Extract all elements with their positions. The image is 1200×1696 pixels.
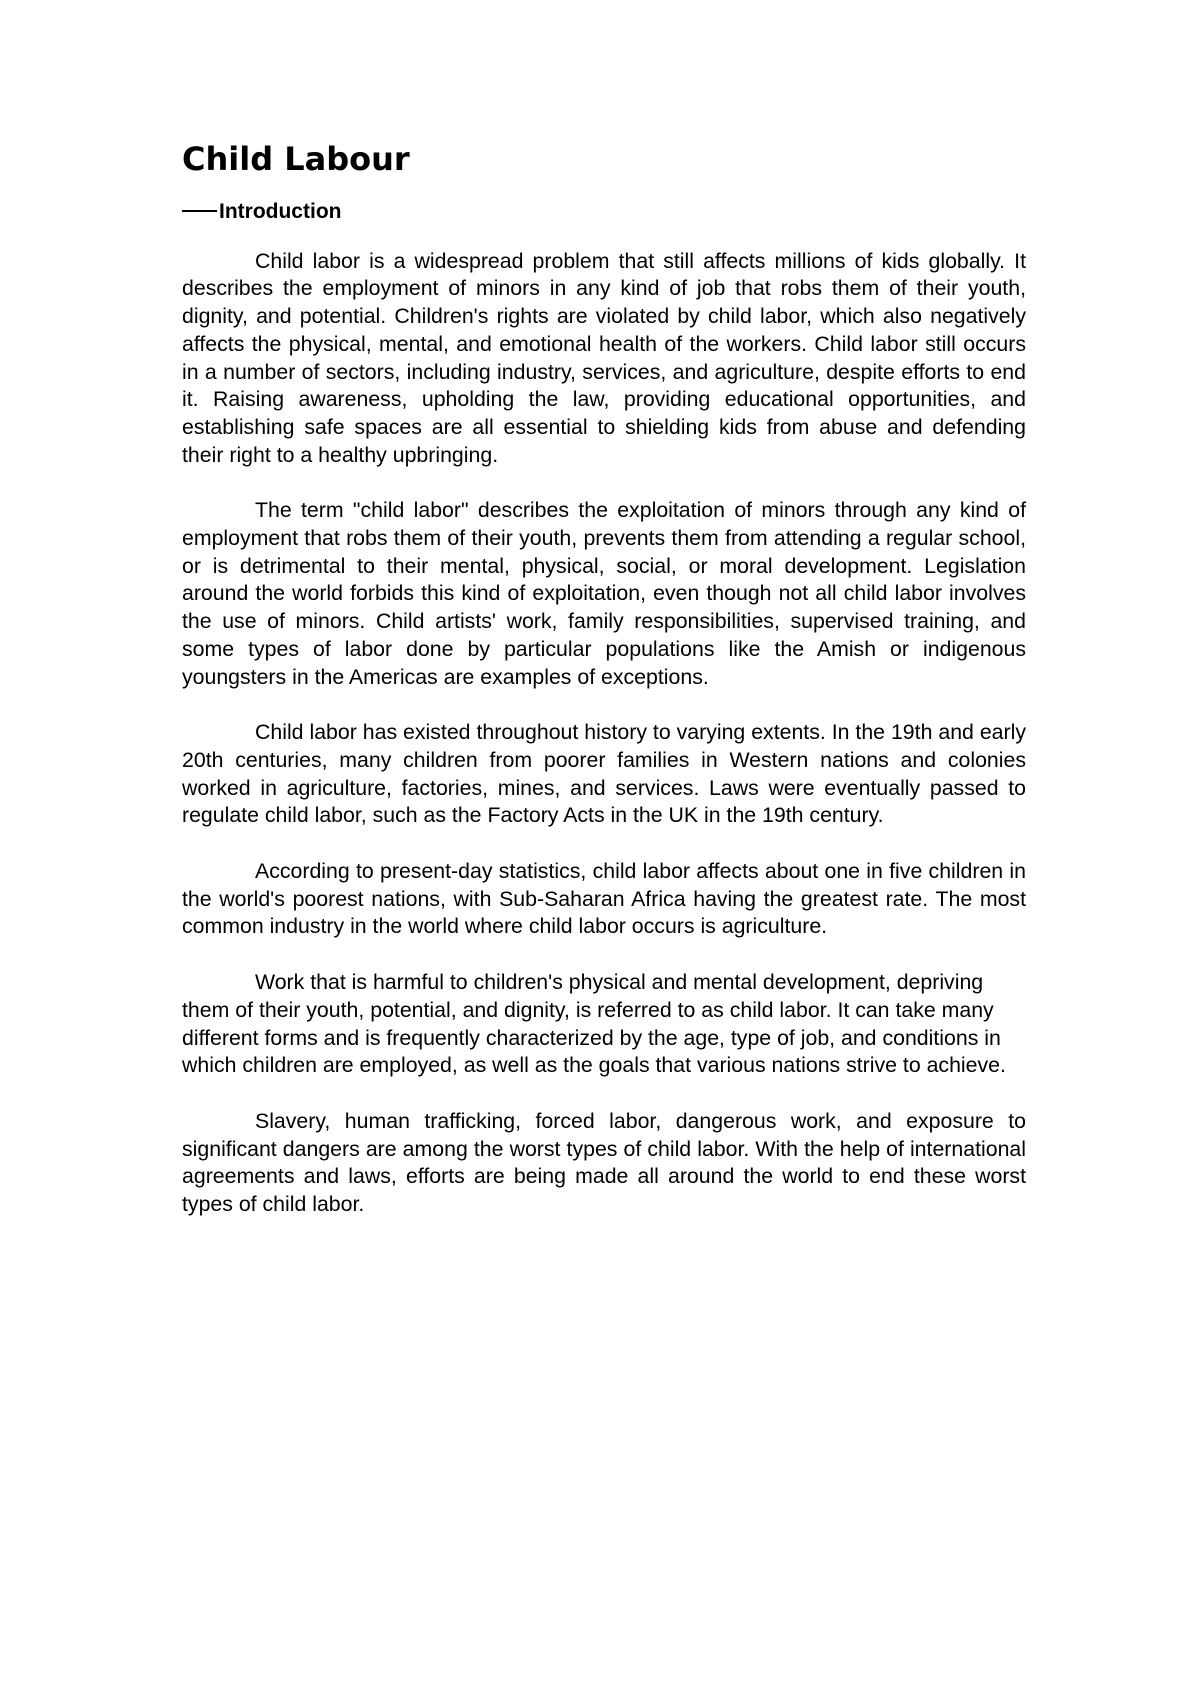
document-page — [182, 140, 1026, 1247]
paragraph-3: Child labor has existed throughout history to varying extents. In the 19th and early 20th centuries, many children from poorer families in Western nations and colonies worked in agriculture, factories, mines, and services. Laws were eventually passed to regulate child labor, such as the Factory Acts in the UK in the 19th century. — [182, 720, 1026, 828]
document-title: Child Labour — [182, 140, 410, 178]
section-heading-text: Introduction — [219, 200, 342, 224]
heading-dash — [182, 210, 217, 212]
paragraph-2: The term "child labor" describes the exploitation of minors through any kind of employment that robs them of their youth, prevents them from attending a regular school, or is detrimental to their mental, physical, social, or moral development. Legislation around the world forbids this kind of exploitation, even though not all child labor involves the use of minors. Child artists' work, family responsibilities, supervised training, and some types of labor done by particular populations like the Amish or indigenous youngsters in the Americas are examples of exceptions. — [182, 498, 1026, 689]
paragraph-1: Child labor is a widespread problem that still affects millions of kids globally. It describes the employment of minors in any kind of job that robs them of their youth, dignity, and potential. Children's rights are violated by child labor, which also negatively affects the physical, mental, and emotional health of the workers. Child labor still occurs in a number of sectors, including industry, services, and agriculture, despite efforts to end it. Raising awareness, upholding the law, providing educational opportunities, and establishing safe spaces are all essential to shielding kids from abuse and defending their right to a healthy upbringing. — [182, 248, 1026, 467]
paragraph-4: According to present-day statistics, child labor affects about one in five children in the world's poorest nations, with Sub-Saharan Africa having the greatest rate. The most common industry in the world where child labor occurs is agriculture. — [182, 859, 1026, 939]
paragraph-5: Work that is harmful to children's physical and mental development, depriving them of their youth, potential, and dignity, is referred to as child labor. It can take many different forms and is frequently characterized by the age, type of job, and conditions in which children are employed, as well as the goals that various nations strive to achieve. — [182, 970, 1006, 1078]
paragraph-6: Slavery, human trafficking, forced labor, dangerous work, and exposure to significant dangers are among the worst types of child labor. With the help of international agreements and laws, efforts are being made all around the world to end these worst types of child labor. — [182, 1108, 1026, 1217]
section-heading — [182, 198, 1026, 225]
